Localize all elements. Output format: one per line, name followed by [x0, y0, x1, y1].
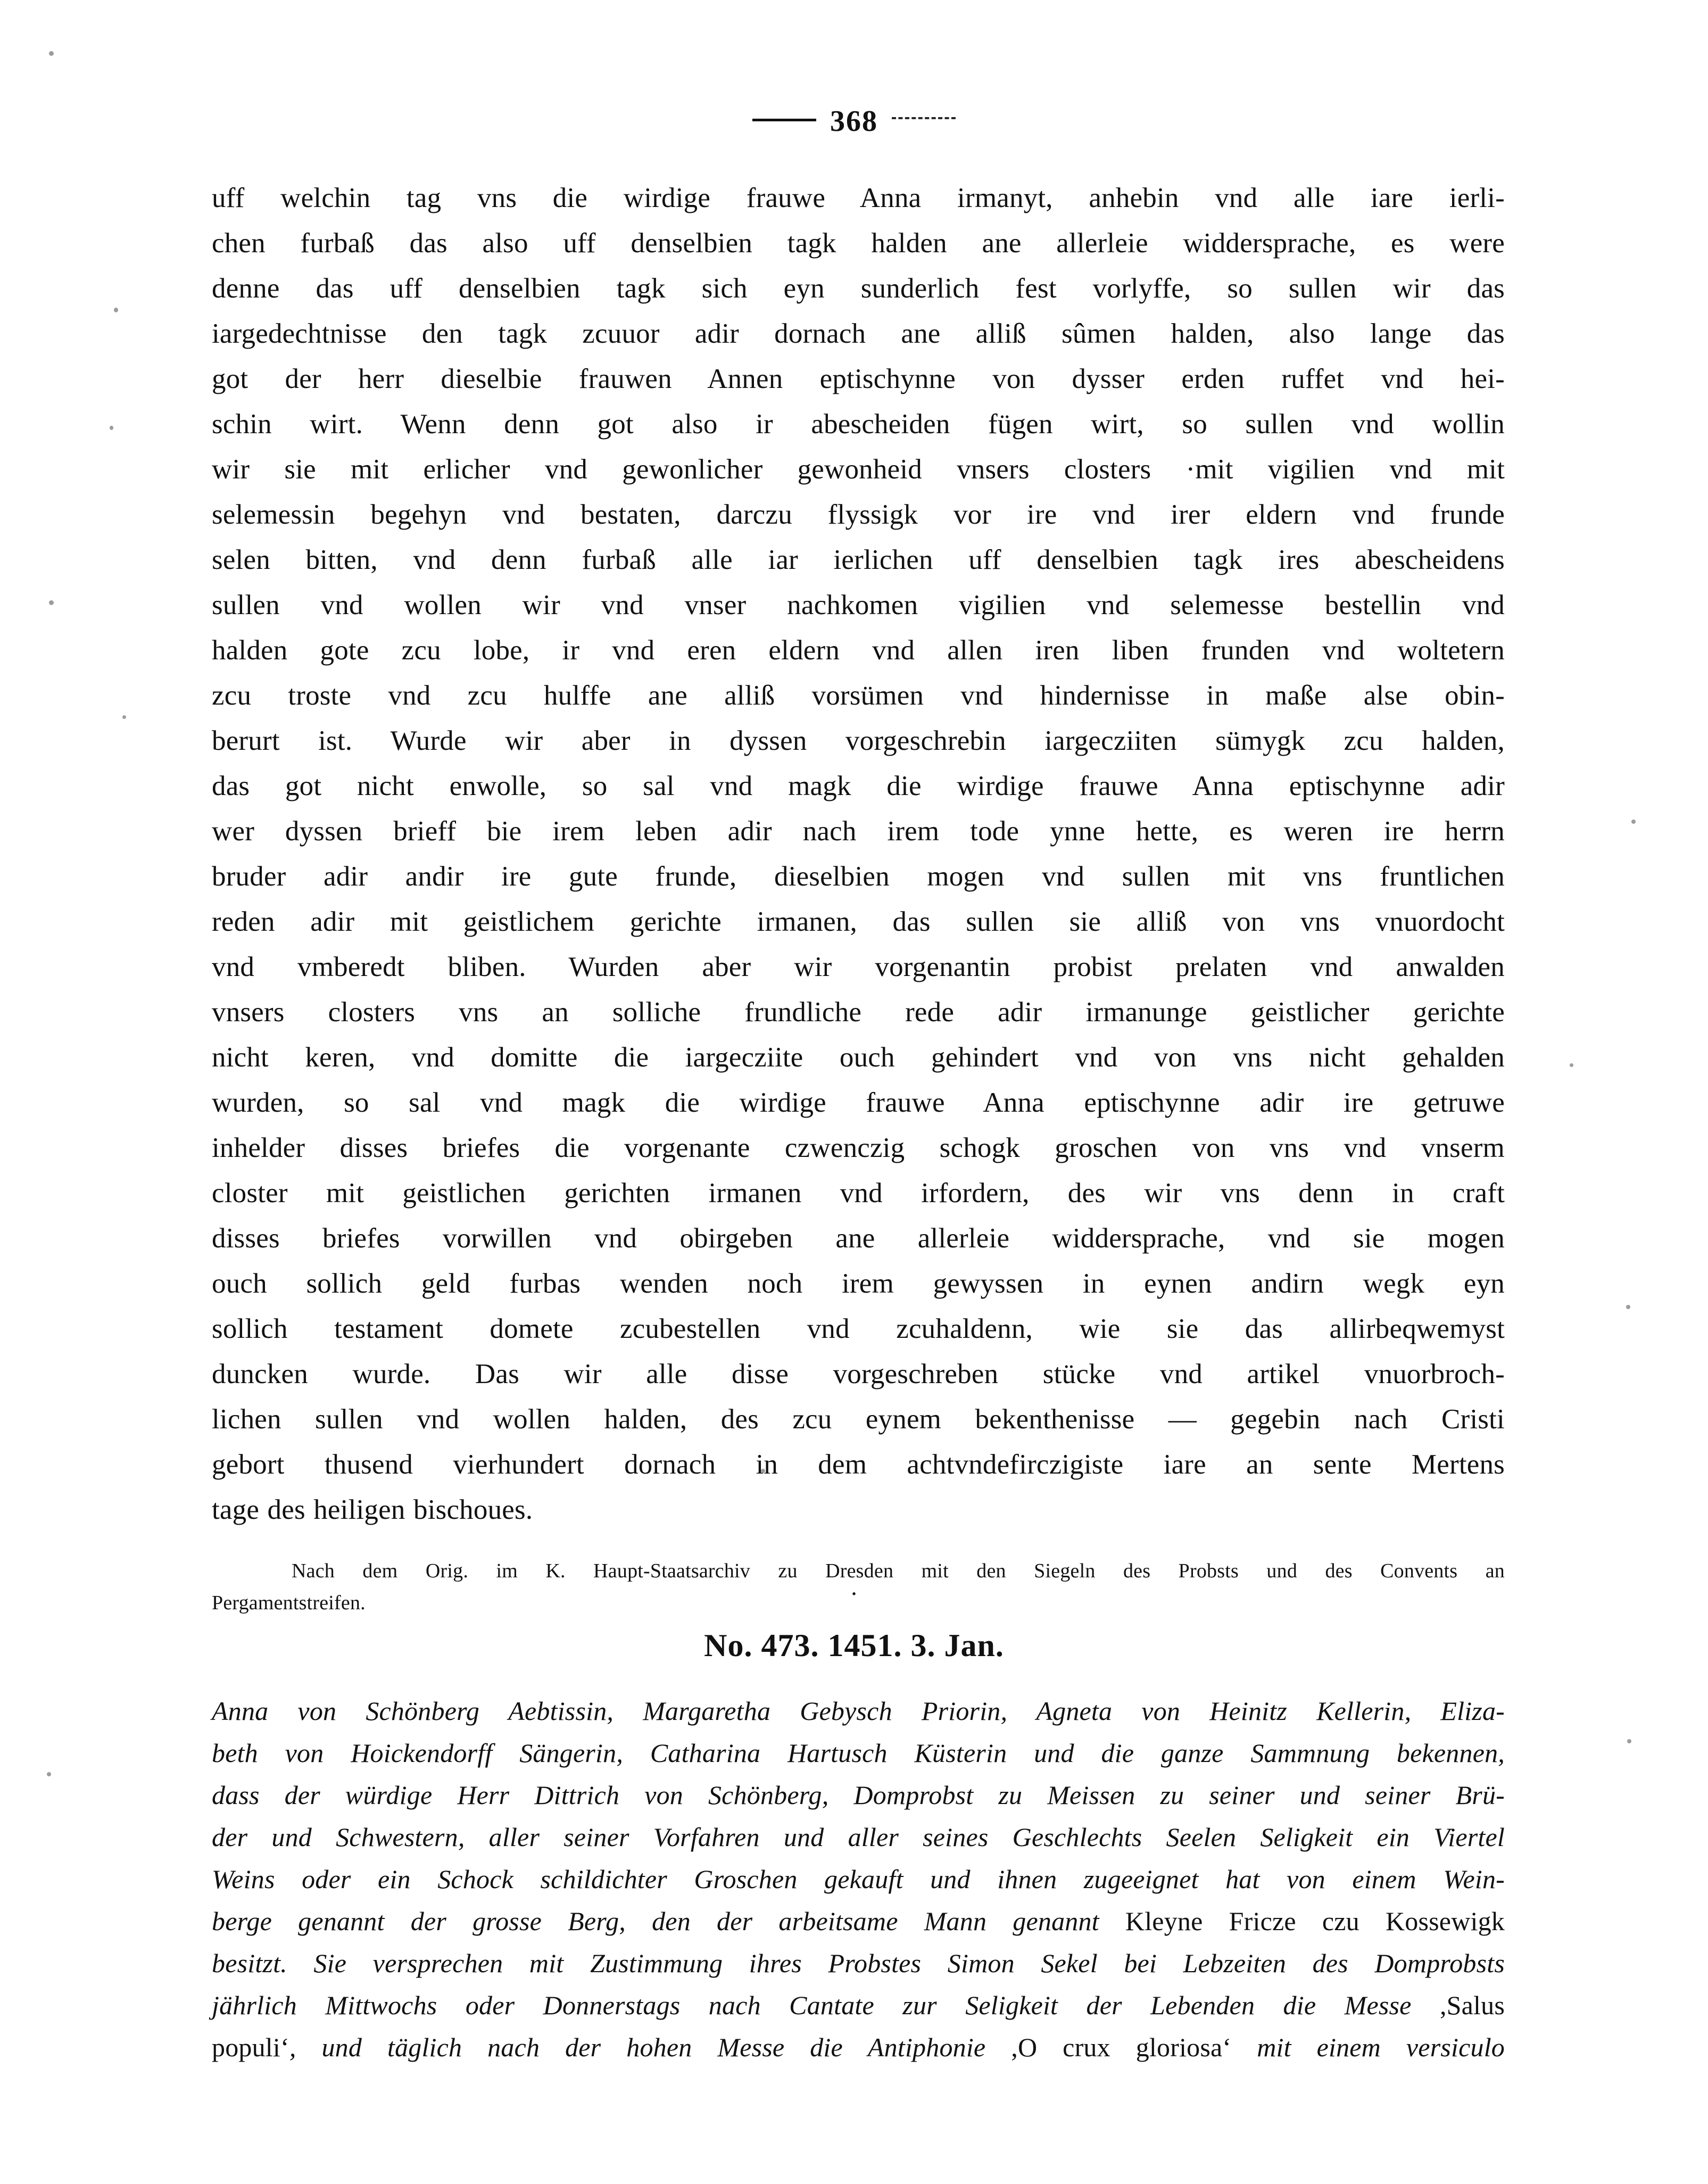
- source-note: [212, 1555, 1505, 1619]
- scan-speck: [122, 715, 126, 719]
- charter-line: reden adir mit geistlichem gerichte irmanen, das sullen sie alliß von vns vnuordocht: [212, 906, 1505, 937]
- charter-line: berurt ist. Wurde wir aber in dyssen vorgeschrebin iargecziiten sümygk zcu halden,: [212, 725, 1505, 756]
- regest-line: der und Schwestern, aller seiner Vorfahren und aller seines Geschlechts Seelen Seligkeit ein Viertel: [212, 1822, 1505, 1852]
- rule-right: [892, 117, 956, 121]
- regest-line: dass der würdige Herr Dittrich von Schönberg, Domprobst zu Meissen zu seiner und seiner Brü-: [212, 1780, 1505, 1810]
- section-heading: No. 473. 1451. 3. Jan.: [704, 1628, 1004, 1663]
- rule-left: [752, 119, 816, 121]
- charter-line: uff welchin tag vns die wirdige frauwe Anna irmanyt, anhebin vnd alle iare ierli-: [212, 183, 1505, 213]
- scan-speck: [47, 1772, 51, 1776]
- charter-line: closter mit geistlichen gerichten irmanen vnd irfordern, des wir vns denn in craft: [212, 1178, 1505, 1209]
- charter-line: lichen sullen vnd wollen halden, des zcu eynem bekenthenisse — gegebin nach Cristi: [212, 1404, 1505, 1435]
- charter-line: das got nicht enwolle, so sal vnd magk die wirdige frauwe Anna eptischynne adir: [212, 771, 1505, 801]
- regest-line: Anna von Schönberg Aebtissin, Margaretha Gebysch Priorin, Agneta von Heinitz Kellerin, Eliza-: [212, 1696, 1505, 1726]
- charter-line: selen bitten, vnd denn furbaß alle iar ierlichen uff denselbien tagk ires abescheidens: [212, 544, 1505, 575]
- charter-line: denne das uff denselbien tagk sich eyn sunderlich fest vorlyffe, so sullen wir das: [212, 273, 1505, 304]
- dot-ornament-icon: ·: [850, 1580, 858, 1607]
- charter-line: vnd vmberedt bliben. Wurden aber wir vorgenantin probist prelaten vnd anwalden: [212, 952, 1505, 982]
- scan-speck: [49, 600, 54, 605]
- regest-line: [212, 2026, 1505, 2069]
- regest-line: besitzt. Sie versprechen mit Zustimmung ihres Probstes Simon Sekel bei Lebzeiten des Domprobsts: [212, 1948, 1505, 1978]
- scan-speck: [110, 426, 113, 430]
- source-note-line: [212, 1555, 1505, 1587]
- charter-line: sullen vnd wollen wir vnd vnser nachkomen vigilien vnd selemesse bestellin vnd: [212, 590, 1505, 621]
- regest-proper-name: Kleyne Fricze czu Kossewigk: [1125, 1906, 1505, 1936]
- charter-line: zcu troste vnd zcu hulffe ane alliß vorsümen vnd hindernisse in maße alse obin-: [212, 680, 1505, 711]
- charter-line: wir sie mit erlicher vnd gewonlicher gewonheid vnsers closters ·mit vigilien vnd mit: [212, 454, 1505, 485]
- charter-line: schin wirt. Wenn denn got also ir abescheiden fügen wirt, so sullen vnd wollin: [212, 409, 1505, 440]
- charter-line: halden gote zcu lobe, ir vnd eren eldern vnd allen iren liben frunden vnd woltetern: [212, 635, 1505, 666]
- regest-line: [212, 1984, 1505, 2026]
- page-number: 368: [830, 105, 878, 138]
- regest-text: jährlich Mittwochs oder Donnerstags nach Cantate zur Seligkeit der Lebenden die Messe: [212, 1990, 1440, 2020]
- text-column: [212, 176, 1505, 1619]
- charter-line: sollich testament domete zcubestellen vnd zcuhaldenn, wie sie das allirbeqwemyst: [212, 1313, 1505, 1344]
- charter-line: tage des heiligen bischoues.: [212, 1494, 533, 1525]
- charter-line: iargedechtnisse den tagk zcuuor adir dornach ane alliß sûmen halden, also lange das: [212, 318, 1505, 349]
- regest-line: Weins oder ein Schock schildichter Groschen gekauft und ihnen zugeeignet hat von einem Wein-: [212, 1864, 1505, 1894]
- charter-line: got der herr dieselbie frauwen Annen eptischynne von dysser erden ruffet vnd hei-: [212, 363, 1505, 394]
- regest-text: , und täglich nach der hohen Messe die Antiphonie: [289, 2032, 1011, 2062]
- charter-transcription: [212, 176, 1505, 1533]
- running-head: [0, 104, 1708, 138]
- charter-line: nicht keren, vnd domitte die iargecziite ouch gehindert vnd von vns nicht gehalden: [212, 1042, 1505, 1073]
- charter-line: bruder adir andir ire gute frunde, dieselbien mogen vnd sullen mit vns fruntlichen: [212, 861, 1505, 892]
- regest-quoted-title: populi‘: [212, 2032, 289, 2062]
- regest-text: berge genannt der grosse Berg, den der arbeitsame Mann genannt: [212, 1906, 1125, 1936]
- regest-text: mit einem versiculo: [1231, 2032, 1505, 2062]
- charter-line: inhelder disses briefes die vorgenante czwenczig schogk groschen von vns vnd vnserm: [212, 1132, 1505, 1163]
- charter-line: chen furbaß das also uff denselbien tagk halden ane allerleie widdersprache, es were: [212, 228, 1505, 259]
- scan-speck: [1627, 1739, 1631, 1743]
- source-note-line: Pergamentstreifen.: [212, 1592, 366, 1614]
- regest-line: beth von Hoickendorff Sängerin, Catharina Hartusch Küsterin und die ganze Sammnung bekennen,: [212, 1738, 1505, 1768]
- regest-quoted-title: ,O crux gloriosa‘: [1011, 2032, 1232, 2062]
- scan-speck: [1626, 1305, 1630, 1309]
- charter-line: duncken wurde. Das wir alle disse vorgeschreben stücke vnd artikel vnuorbroch-: [212, 1359, 1505, 1389]
- scan-speck: [49, 51, 54, 56]
- regest-quoted-title: ,Salus: [1439, 1990, 1505, 2020]
- regest-line: [212, 1900, 1505, 1942]
- scan-speck: [1570, 1063, 1573, 1067]
- charter-line: disses briefes vorwillen vnd obirgeben ane allerleie widdersprache, vnd sie mogen: [212, 1223, 1505, 1254]
- charter-line: gebort thusend vierhundert dornach in dem achtvndefirczigiste iare an sente Mertens: [212, 1449, 1505, 1480]
- source-note-text: Nach dem Orig. im K. Haupt-Staatsarchiv zu Dresden mit den Siegeln des Probsts und des Convents an: [292, 1560, 1505, 1582]
- regest-summary: [212, 1690, 1505, 2069]
- charter-line: selemessin begehyn vnd bestaten, darczu flyssigk vor ire vnd irer eldern vnd frunde: [212, 499, 1505, 530]
- scan-speck: [1631, 820, 1636, 824]
- charter-line: vnsers closters vns an solliche frundliche rede adir irmanunge geistlicher gerichte: [212, 997, 1505, 1028]
- charter-line: ouch sollich geld furbas wenden noch irem gewyssen in eynen andirn wegk eyn: [212, 1268, 1505, 1299]
- charter-line: wer dyssen brieff bie irem leben adir nach irem tode ynne hette, es weren ire herrn: [212, 816, 1505, 847]
- charter-line: wurden, so sal vnd magk die wirdige frauwe Anna eptischynne adir ire getruwe: [212, 1087, 1505, 1118]
- scan-speck: [114, 308, 118, 312]
